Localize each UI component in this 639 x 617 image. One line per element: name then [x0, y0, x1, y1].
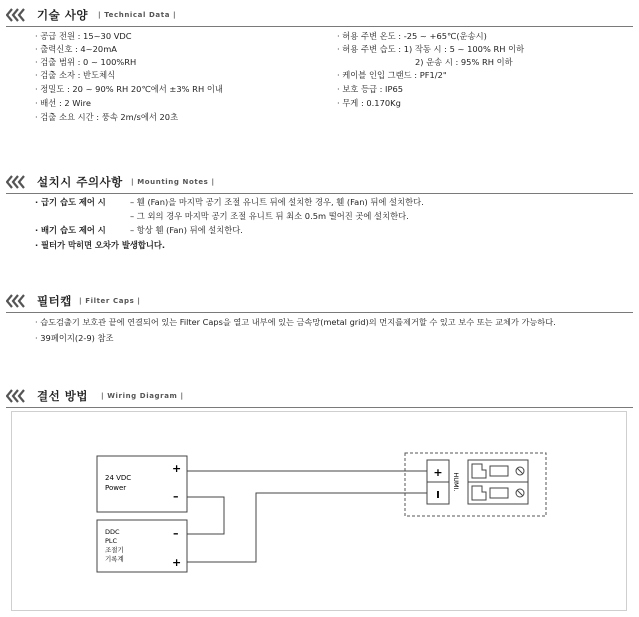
- mount-filter-note: · 필터가 막히면 오차가 발생합니다.: [35, 240, 166, 250]
- spec-sensor: · 검출 소자 : 반도체식: [35, 70, 116, 80]
- spec-protection: · 보호 등급 : IP65: [337, 84, 404, 94]
- ctrl-label-4: 기록계: [105, 555, 124, 563]
- section-subtitle: | Technical Data |: [98, 11, 177, 19]
- power-label-2: Power: [105, 484, 127, 492]
- mount-exhaust-text: – 항상 휀 (Fan) 뒤에 설치한다.: [130, 225, 243, 235]
- ctrl-minus: –: [173, 527, 179, 540]
- spec-output: · 출력신호 : 4~20mA: [35, 44, 117, 54]
- spec-response: · 검출 소요 시간 : 풍속 2m/s에서 20초: [35, 112, 179, 122]
- mount-supply-text-2: – 그 외의 경우 마지막 공기 조절 유니트 뒤 최소 0.5m 떨어진 곳에 설치한다.: [130, 211, 409, 221]
- spec-wiring: · 배선 : 2 Wire: [35, 98, 91, 108]
- spec-range: · 검출 범위 : 0 ~ 100%RH: [35, 57, 137, 67]
- section-title: 결선 방법: [37, 389, 88, 403]
- terminal-minus-label: I: [436, 490, 440, 501]
- wires: [187, 471, 427, 562]
- section-subtitle: | Filter Caps |: [79, 297, 141, 305]
- filter-caps-text: · 습도검출기 보호관 끝에 연결되어 있는 Filter Caps을 열고 내부에 있는 금속망(metal grid)의 먼지를제거할 수 있고 보수 또는 교체가 가능하다.: [35, 317, 556, 327]
- ctrl-label-3: 조절기: [105, 546, 124, 554]
- section-title: 필터캡: [37, 294, 72, 308]
- mount-supply-label: · 급기 습도 제어 시: [35, 197, 106, 207]
- spec-weight: · 무게 : 0.170Kg: [337, 98, 401, 108]
- spec-ambient-humidity: · 허용 주변 습도 : 1) 작동 시 : 5 ~ 100% RH 이하: [337, 44, 525, 54]
- spec-accuracy: · 정밀도 : 20 ~ 90% RH 20℃에서 ±3% RH 이내: [35, 84, 223, 94]
- spec-ambient-humidity-2: 2) 운송 시 : 95% RH 이하: [415, 57, 513, 67]
- mount-exhaust-label: · 배기 습도 제어 시: [35, 225, 106, 235]
- section-title: 기술 사양: [37, 8, 88, 22]
- section-title: 설치시 주의사항: [37, 175, 123, 189]
- power-minus: –: [173, 490, 179, 503]
- ctrl-label-2: PLC: [105, 537, 118, 545]
- filter-caps-ref: · 39페이지(2-9) 참조: [35, 333, 114, 343]
- spec-cable-gland: · 케이블 인입 그랜드 : PF1/2": [337, 70, 447, 80]
- spec-power: · 공급 전원 : 15~30 VDC: [35, 31, 132, 41]
- ctrl-label-1: DDC: [105, 528, 120, 536]
- section-subtitle: | Wiring Diagram |: [101, 392, 184, 400]
- terminal-plus-label: +: [433, 466, 443, 479]
- power-label-1: 24 VDC: [105, 474, 132, 482]
- spec-ambient-temp: · 허용 주변 온도 : -25 ~ +65℃(운송시): [337, 31, 487, 41]
- power-plus: +: [172, 462, 182, 475]
- wire-power-minus-to-ctrl: [187, 497, 224, 534]
- ctrl-plus: +: [172, 556, 182, 569]
- section-subtitle: | Mounting Notes |: [131, 178, 215, 186]
- mount-supply-text: – 휀 (Fan)을 마지막 공기 조절 유니트 뒤에 설치한 경우, 휀 (Fan) 뒤에 설치한다.: [130, 197, 424, 207]
- humi-label: HUMI.: [452, 472, 460, 492]
- wire-ctrl-plus-to-sensor: [187, 493, 427, 562]
